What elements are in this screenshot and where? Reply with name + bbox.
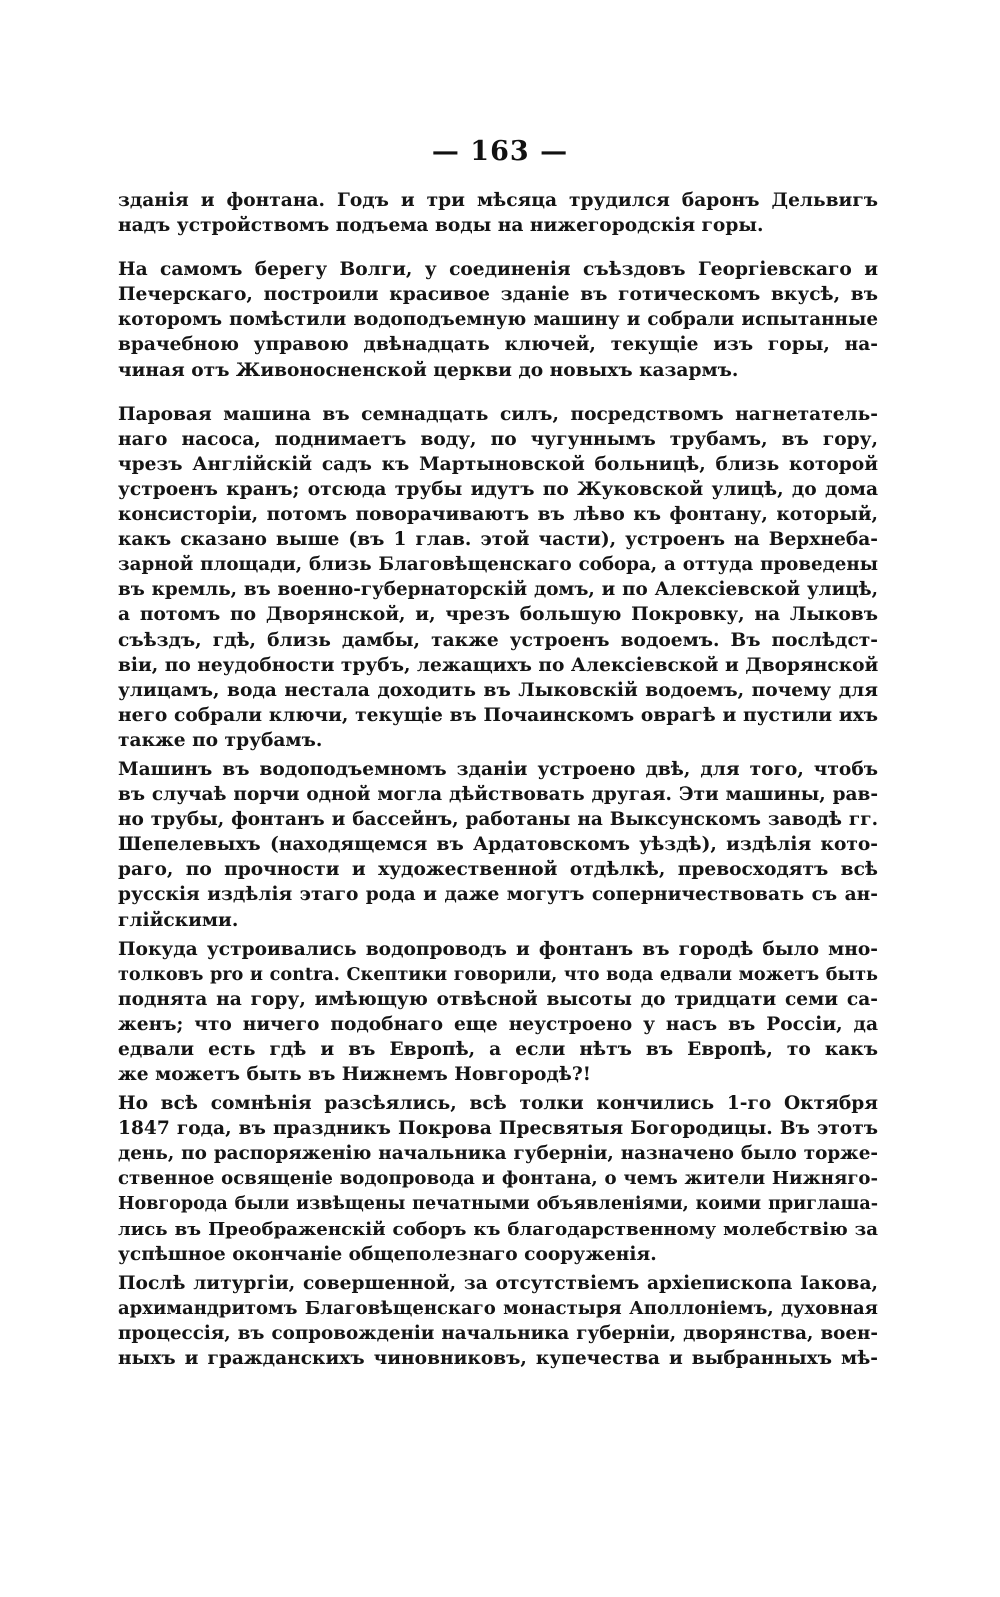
- text-line: зданія и фонтана. Годъ и три мѣсяца трудился баронъ Дельвигъ: [118, 190, 878, 211]
- text-line: віи, по неудобности трубъ, лежащихъ по Алексіевской и Дворянской: [118, 654, 879, 676]
- paragraph-5: [118, 937, 878, 1088]
- text-line: зарной площади, близь Благовѣщенскаго собора, а оттуда проведены: [118, 554, 878, 576]
- paragraph-1: [118, 188, 878, 238]
- text-line: наго насоса, поднимаетъ воду, по чугуннымъ трубамъ, въ гору,: [118, 428, 878, 450]
- text-line: раго, по прочности и художественной отдѣлкѣ, превосходятъ всѣ: [118, 859, 878, 881]
- paragraph-4: [118, 757, 878, 933]
- text-line: врачебною управою двѣнадцать ключей, текущіе изъ горы, на-: [118, 334, 878, 356]
- paragraph-3: [118, 402, 878, 753]
- text-line: Печерскаго, построили красивое зданіе въ готическомъ вкусѣ, въ: [118, 284, 878, 306]
- text-line: На самомъ берегу Волги, у соединенія съѣздовъ Георгіевскаго и: [118, 259, 878, 281]
- text-line: чиная отъ Живоносненской церкви до новыхъ казармъ.: [118, 359, 739, 381]
- text-line: архимандритомъ Благовѣщенскаго монастыря Аполлоніемъ, духовная: [118, 1297, 878, 1319]
- text-line: него собрали ключи, текущіе въ Почаинскомъ оврагѣ и пустили ихъ: [118, 704, 878, 726]
- text-line: день, по распоряженію начальника губерніи, назначено было торже-: [118, 1143, 878, 1165]
- text-line: въ случаѣ порчи одной могла дѣйствовать другая. Эти машины, рав-: [118, 784, 878, 806]
- page-number: — 163 —: [431, 136, 569, 167]
- text-line: Покуда устроивались водопроводъ и фонтанъ въ городѣ было мно-: [118, 938, 878, 960]
- text-line: которомъ помѣстили водоподъемную машину и собрали испытанные: [118, 309, 878, 331]
- body-text: [118, 188, 878, 1371]
- text-line: улицамъ, вода нестала доходить въ Лыковскій водоемъ, почему для: [118, 679, 878, 701]
- paragraph-7: [118, 1271, 878, 1371]
- paragraph-6: [118, 1091, 878, 1267]
- text-line: 1847 года, въ праздникъ Покрова Пресвятыя Богородицы. Въ этотъ: [118, 1118, 878, 1140]
- text-line: устроенъ кранъ; отсюда трубы идутъ по Жуковской улицѣ, до дома: [118, 478, 878, 500]
- text-line: Новгорода были извѣщены печатными объявленіями, коими приглаша-: [118, 1193, 878, 1214]
- text-line: же можетъ быть въ Нижнемъ Новгородѣ?!: [118, 1064, 591, 1086]
- text-line: ныхъ и гражданскихъ чиновниковъ, купечества и выбранныхъ мѣ-: [118, 1348, 878, 1370]
- text-line: толковъ pro и contra. Скептики говорили, что вода едвали можетъ быть: [118, 963, 878, 985]
- text-line: но трубы, фонтанъ и бассейнъ, работаны на Выксунскомъ заводѣ гг.: [118, 809, 878, 831]
- text-line: консисторіи, потомъ поворачиваютъ въ лѣво къ фонтану, который,: [118, 504, 878, 526]
- text-line: а потомъ по Дворянской, и, чрезъ большую Покровку, на Лыковъ: [118, 604, 878, 626]
- text-line: съѣздъ, гдѣ, близь дамбы, также устроенъ водоемъ. Въ послѣдст-: [118, 629, 878, 651]
- text-line: успѣшное окончаніе общеполезнаго сооруженія.: [118, 1243, 657, 1265]
- text-line: процессія, въ сопровожденіи начальника губерніи, дворянства, воен-: [118, 1323, 878, 1345]
- text-line: Но всѣ сомнѣнія разсѣялись, всѣ толки кончились 1-го Октября: [118, 1093, 878, 1115]
- text-line: женъ; что ничего подобнаго еще неустроено у насъ въ Россіи, да: [118, 1013, 878, 1035]
- text-line: Машинъ въ водоподъемномъ зданіи устроено двѣ, для того, чтобъ: [118, 758, 878, 780]
- paragraph-2: [118, 257, 878, 382]
- text-line: въ кремль, въ военно-губернаторскій домъ, и по Алексіевской улицѣ,: [118, 579, 878, 601]
- text-line: едвали есть гдѣ и въ Европѣ, а если нѣтъ въ Европѣ, то какъ: [118, 1039, 878, 1060]
- text-line: глійскими.: [118, 909, 239, 931]
- text-line: чрезъ Англійскій садъ къ Мартыновской больницѣ, близь которой: [118, 453, 878, 475]
- text-line: поднята на гору, имѣющую отвѣсной высоты до тридцати семи са-: [118, 988, 878, 1010]
- text-line: Послѣ литургіи, совершенной, за отсутствіемъ архіепископа Іакова,: [118, 1272, 878, 1294]
- text-line: также по трубамъ.: [118, 729, 323, 751]
- text-line: лись въ Преображенскій соборъ къ благодарственному молебствію за: [118, 1218, 878, 1240]
- text-line: надъ устройствомъ подъема воды на нижегородскія горы.: [118, 215, 764, 237]
- text-line: ственное освященіе водопровода и фонтана, о чемъ жители Нижняго-: [118, 1168, 878, 1190]
- text-line: русскія издѣлія этаго рода и даже могутъ соперничествовать съ ан-: [118, 884, 878, 906]
- text-line: Шепелевыхъ (находящемся въ Ардатовскомъ уѣздѣ), издѣлія кото-: [118, 834, 878, 856]
- text-line: Паровая машина въ семнадцать силъ, посредствомъ нагнетатель-: [118, 403, 878, 425]
- text-line: какъ сказано выше (въ 1 глав. этой части), устроенъ на Верхнеба-: [118, 529, 878, 551]
